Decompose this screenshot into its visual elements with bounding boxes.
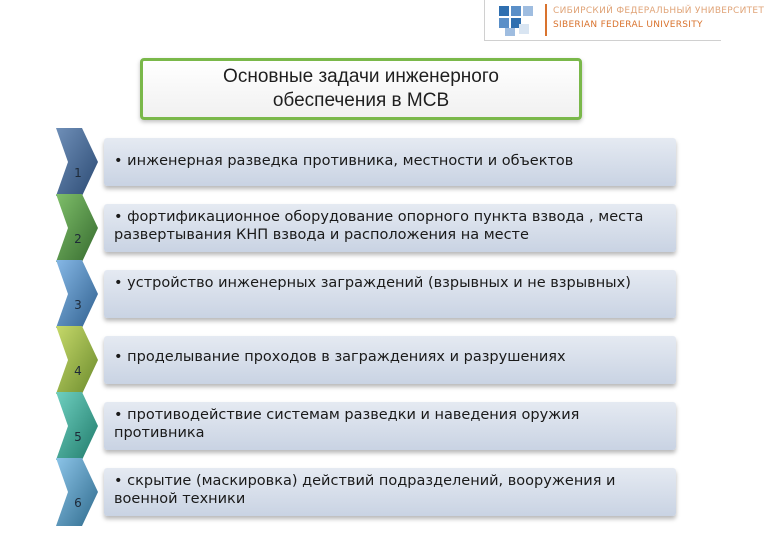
item-number: 2 (74, 232, 82, 246)
university-logo (484, 0, 764, 41)
item-number: 4 (74, 364, 82, 378)
task-bar (104, 468, 676, 516)
task-text: • противодействие системам разведки и наведения оружия противника (114, 407, 580, 441)
number-badge (52, 194, 100, 262)
task-bar (104, 402, 676, 450)
chevron-badge-icon (52, 194, 100, 262)
item-number: 6 (74, 496, 82, 510)
slide-title: Основные задачи инженерного обеспечения в МСВ (223, 66, 499, 111)
task-text: • инженерная разведка противника, местности и объектов (114, 153, 574, 169)
task-text: • фортификационное оборудование опорного пункта взвода , места развертывания КНП взвода и расположения на месте (114, 209, 644, 243)
task-text: • скрытие (маскировка) действий подразделений, вооружения и военной техники (114, 473, 616, 507)
list-item (0, 270, 720, 332)
task-bar (104, 204, 676, 252)
chevron-badge-icon (52, 458, 100, 526)
chevron-badge-icon (52, 326, 100, 394)
list-item (0, 204, 720, 266)
task-text: • проделывание проходов в заграждениях и разрушениях (114, 349, 566, 365)
list-item (0, 402, 720, 464)
chevron-badge-icon (52, 392, 100, 460)
slide-title-box (140, 58, 582, 120)
list-item (0, 468, 720, 530)
number-badge (52, 458, 100, 526)
task-bar (104, 336, 676, 384)
item-number: 5 (74, 430, 82, 444)
list-item (0, 336, 720, 398)
item-number: 1 (74, 166, 82, 180)
item-number: 3 (74, 298, 82, 312)
number-badge (52, 392, 100, 460)
task-bar (104, 138, 676, 186)
list-item (0, 138, 720, 200)
task-text: • устройство инженерных заграждений (взрывных и не взрывных) (114, 275, 631, 291)
logo-separator (545, 4, 547, 36)
number-badge (52, 260, 100, 328)
chevron-badge-icon (52, 128, 100, 196)
task-bar (104, 270, 676, 318)
university-emblem-icon (497, 4, 537, 36)
number-badge (52, 128, 100, 196)
number-badge (52, 326, 100, 394)
logo-text-english: SIBERIAN FEDERAL UNIVERSITY (553, 20, 703, 30)
chevron-badge-icon (52, 260, 100, 328)
logo-text-russian: СИБИРСКИЙ ФЕДЕРАЛЬНЫЙ УНИВЕРСИТЕТ (553, 6, 764, 16)
